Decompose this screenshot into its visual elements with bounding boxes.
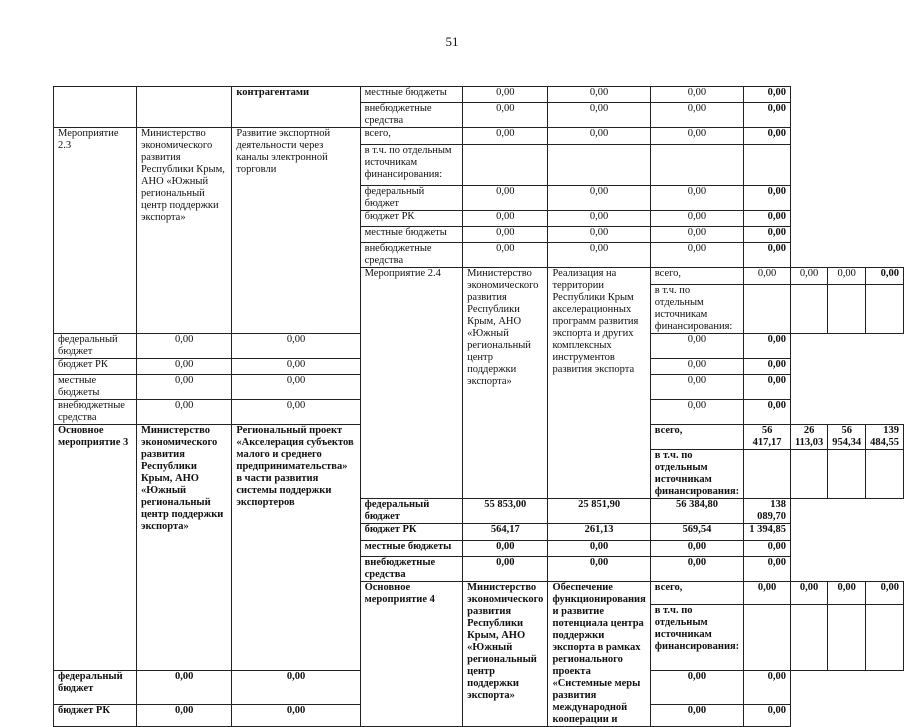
amount-cell-2: 26 113,03 xyxy=(790,425,827,450)
amount-cell-3: 0,00 xyxy=(650,103,743,128)
amount-cell-2: 0,00 xyxy=(232,671,360,705)
amount-cell-4 xyxy=(744,145,791,186)
amount-cell-2 xyxy=(790,285,827,334)
amount-cell-1: 0,00 xyxy=(463,557,548,582)
amount-cell-2: 0,00 xyxy=(232,705,360,727)
amount-cell-4: 0,00 xyxy=(744,671,791,705)
funding-source-cell: в т.ч. по отдельным источникам финансирования: xyxy=(360,145,463,186)
amount-cell-3: 0,00 xyxy=(650,128,743,145)
amount-cell-3: 0,00 xyxy=(650,671,743,705)
amount-cell-2: 261,13 xyxy=(548,524,650,541)
amount-cell-1: 56 417,17 xyxy=(744,425,791,450)
amount-cell-4 xyxy=(866,450,904,499)
amount-cell-1: 0,00 xyxy=(136,400,231,425)
amount-cell-4: 0,00 xyxy=(744,334,791,359)
amount-cell-3: 0,00 xyxy=(650,87,743,103)
amount-cell-2: 0,00 xyxy=(548,128,650,145)
amount-cell-2: 0,00 xyxy=(232,400,360,425)
measure-name-cell: Основное мероприятие 3 xyxy=(54,425,137,671)
funding-source-cell: всего, xyxy=(650,268,743,285)
table-row xyxy=(54,87,904,103)
amount-cell-3: 0,00 xyxy=(650,400,743,425)
amount-cell-2: 0,00 xyxy=(790,268,827,285)
amount-cell-1: 55 853,00 xyxy=(463,499,548,524)
amount-cell-4 xyxy=(866,285,904,334)
funding-source-cell: федеральный бюджет xyxy=(54,334,137,359)
amount-cell-3 xyxy=(650,145,743,186)
amount-cell-2: 0,00 xyxy=(548,103,650,128)
amount-cell-4: 0,00 xyxy=(744,541,791,557)
amount-cell-2 xyxy=(790,605,827,671)
amount-cell-1: 0,00 xyxy=(463,211,548,227)
amount-cell-4: 0,00 xyxy=(866,582,904,605)
amount-cell-2: 0,00 xyxy=(548,243,650,268)
funding-source-cell: местные бюджеты xyxy=(54,375,137,400)
amount-cell-1 xyxy=(744,605,791,671)
amount-cell-4: 0,00 xyxy=(866,268,904,285)
description-cell: Обеспечение функционирования и развитие потенциала центра поддержки экспорта в рамках регионального проекта «Системные меры развития международной кооперации и xyxy=(548,582,650,727)
amount-cell-3: 56 384,80 xyxy=(650,499,743,524)
amount-cell-2 xyxy=(790,450,827,499)
amount-cell-3: 0,00 xyxy=(650,541,743,557)
amount-cell-1: 0,00 xyxy=(136,359,231,375)
funding-source-cell: местные бюджеты xyxy=(360,227,463,243)
amount-cell-2 xyxy=(548,145,650,186)
amount-cell-3: 0,00 xyxy=(650,243,743,268)
amount-cell-4: 0,00 xyxy=(744,705,791,727)
amount-cell-2: 25 851,90 xyxy=(548,499,650,524)
amount-cell-4: 0,00 xyxy=(744,186,791,211)
description-cell: Реализация на территории Республики Крым акселерационных программ развития экспорта и других комплексных инструментов развития экспорта xyxy=(548,268,650,499)
measure-name-cell xyxy=(54,87,137,128)
amount-cell-4: 0,00 xyxy=(744,359,791,375)
amount-cell-3 xyxy=(828,450,866,499)
amount-cell-1: 0,00 xyxy=(463,541,548,557)
executor-cell: Министерство экономического развития Республики Крым, АНО «Южный региональный центр поддержки экспорта» xyxy=(136,128,231,334)
amount-cell-4: 0,00 xyxy=(744,227,791,243)
amount-cell-3 xyxy=(828,285,866,334)
amount-cell-2: 0,00 xyxy=(232,359,360,375)
executor-cell xyxy=(136,87,231,128)
funding-source-cell: внебюджетные средства xyxy=(360,557,463,582)
measure-name-cell: Мероприятие 2.4 xyxy=(360,268,463,499)
description-cell: Региональный проект «Акселерация субъектов малого и среднего предпринимательства» в части развития системы поддержки экспортеров xyxy=(232,425,360,671)
amount-cell-4: 0,00 xyxy=(744,128,791,145)
amount-cell-4: 0,00 xyxy=(744,103,791,128)
amount-cell-3: 0,00 xyxy=(650,186,743,211)
amount-cell-3: 0,00 xyxy=(650,211,743,227)
amount-cell-4: 139 484,55 xyxy=(866,425,904,450)
amount-cell-3 xyxy=(828,605,866,671)
amount-cell-3: 0,00 xyxy=(650,359,743,375)
amount-cell-4: 0,00 xyxy=(744,400,791,425)
amount-cell-4 xyxy=(866,605,904,671)
amount-cell-3: 0,00 xyxy=(650,334,743,359)
executor-cell: Министерство экономического развития Республики Крым, АНО «Южный региональный центр поддержки экспорта» xyxy=(463,582,548,727)
funding-source-cell: федеральный бюджет xyxy=(54,671,137,705)
executor-cell: Министерство экономического развития Республики Крым, АНО «Южный региональный центр поддержки экспорта» xyxy=(136,425,231,671)
amount-cell-4: 0,00 xyxy=(744,211,791,227)
funding-source-cell: местные бюджеты xyxy=(360,87,463,103)
amount-cell-1: 0,00 xyxy=(136,705,231,727)
funding-source-cell: бюджет РК xyxy=(54,359,137,375)
amount-cell-4: 0,00 xyxy=(744,375,791,400)
financing-table-body xyxy=(54,87,904,727)
description-cell: Развитие экспортной деятельности через каналы электронной торговли xyxy=(232,128,360,334)
amount-cell-3: 0,00 xyxy=(650,375,743,400)
amount-cell-2: 0,00 xyxy=(548,541,650,557)
table-row xyxy=(54,128,904,145)
amount-cell-2: 0,00 xyxy=(232,334,360,359)
amount-cell-3: 0,00 xyxy=(650,705,743,727)
amount-cell-1: 0,00 xyxy=(463,128,548,145)
funding-source-cell: всего, xyxy=(360,128,463,145)
funding-source-cell: бюджет РК xyxy=(54,705,137,727)
funding-source-cell: внебюджетные средства xyxy=(360,103,463,128)
amount-cell-3: 0,00 xyxy=(650,227,743,243)
amount-cell-2: 0,00 xyxy=(790,582,827,605)
amount-cell-1: 0,00 xyxy=(463,103,548,128)
funding-source-cell: в т.ч. по отдельным источникам финансирования: xyxy=(650,285,743,334)
amount-cell-2: 0,00 xyxy=(548,186,650,211)
description-cell: контрагентами xyxy=(232,87,360,128)
amount-cell-4: 138 089,70 xyxy=(744,499,791,524)
funding-source-cell: в т.ч. по отдельным источникам финансирования: xyxy=(650,450,743,499)
amount-cell-4: 0,00 xyxy=(744,243,791,268)
financing-table xyxy=(53,86,904,727)
amount-cell-1: 0,00 xyxy=(136,375,231,400)
funding-source-cell: в т.ч. по отдельным источникам финансирования: xyxy=(650,605,743,671)
funding-source-cell: бюджет РК xyxy=(360,211,463,227)
amount-cell-3: 56 954,34 xyxy=(828,425,866,450)
funding-source-cell: внебюджетные средства xyxy=(54,400,137,425)
amount-cell-2: 0,00 xyxy=(548,227,650,243)
amount-cell-1: 0,00 xyxy=(136,671,231,705)
amount-cell-1 xyxy=(744,285,791,334)
amount-cell-1: 0,00 xyxy=(463,87,548,103)
amount-cell-2: 0,00 xyxy=(548,557,650,582)
amount-cell-2: 0,00 xyxy=(548,87,650,103)
funding-source-cell: внебюджетные средства xyxy=(360,243,463,268)
funding-source-cell: всего, xyxy=(650,582,743,605)
amount-cell-3: 0,00 xyxy=(828,268,866,285)
amount-cell-1 xyxy=(744,450,791,499)
page-number: 51 xyxy=(445,34,459,49)
amount-cell-1: 0,00 xyxy=(744,582,791,605)
amount-cell-4: 0,00 xyxy=(744,87,791,103)
amount-cell-2: 0,00 xyxy=(548,211,650,227)
measure-name-cell: Основное мероприятие 4 xyxy=(360,582,463,727)
amount-cell-1: 0,00 xyxy=(463,243,548,268)
executor-cell: Министерство экономического развития Республики Крым, АНО «Южный региональный центр поддержки экспорта» xyxy=(463,268,548,499)
funding-source-cell: всего, xyxy=(650,425,743,450)
amount-cell-4: 1 394,85 xyxy=(744,524,791,541)
amount-cell-3: 0,00 xyxy=(650,557,743,582)
amount-cell-1 xyxy=(463,145,548,186)
funding-source-cell: федеральный бюджет xyxy=(360,499,463,524)
amount-cell-1: 564,17 xyxy=(463,524,548,541)
funding-source-cell: бюджет РК xyxy=(360,524,463,541)
amount-cell-1: 0,00 xyxy=(463,186,548,211)
amount-cell-2: 0,00 xyxy=(232,375,360,400)
amount-cell-3: 0,00 xyxy=(828,582,866,605)
amount-cell-4: 0,00 xyxy=(744,557,791,582)
funding-source-cell: местные бюджеты xyxy=(360,541,463,557)
funding-source-cell: федеральный бюджет xyxy=(360,186,463,211)
measure-name-cell: Мероприятие 2.3 xyxy=(54,128,137,334)
amount-cell-3: 569,54 xyxy=(650,524,743,541)
amount-cell-1: 0,00 xyxy=(744,268,791,285)
amount-cell-1: 0,00 xyxy=(136,334,231,359)
amount-cell-1: 0,00 xyxy=(463,227,548,243)
